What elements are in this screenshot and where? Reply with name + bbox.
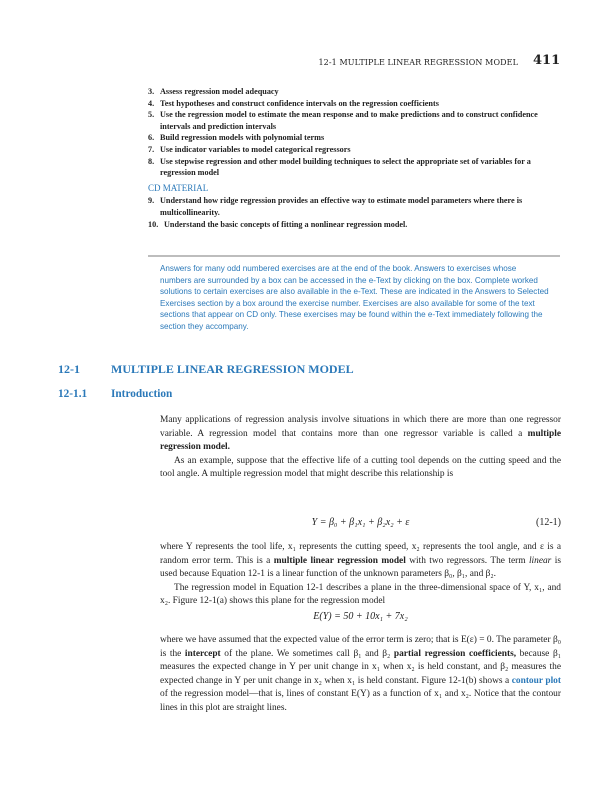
term-multiple-linear-regression-model: multiple linear regression model (273, 555, 406, 566)
text-run: of the plane. We sometimes call β₁ and β₂ (220, 648, 394, 659)
subsection-title: Introduction (111, 388, 173, 400)
list-item (148, 98, 560, 110)
section-number: 12-1 (58, 362, 80, 376)
paragraph-intro (160, 414, 561, 482)
divider (148, 255, 560, 257)
paragraph-plane: The regression model in Equation 12-1 describes a plane in the three-dimensional space of Y, x₁, and x₂. Figure 12-1(a) shows this plane for the regression model (160, 582, 561, 607)
running-title: 12-1 MULTIPLE LINEAR REGRESSION MODEL (318, 58, 518, 67)
list-item (148, 219, 560, 231)
text-run: because β₁ measures the expected change in Y per unit change in x₁ when x₂ is held constant, and β₂ measures the expected change in Y per unit change in x₂ when x₁ is held constant. Figure 12-1(b) shows a (160, 648, 561, 686)
item-number: 8. (148, 156, 155, 166)
subsection-heading (58, 388, 172, 400)
section-title: MULTIPLE LINEAR REGRESSION MODEL (111, 362, 354, 376)
text-run: where Y represents the tool life, x₁ represents the cutting speed, x₂ represents the tool angle, and ε is a random error term. This is a (160, 542, 561, 566)
paragraph-coefficients (160, 634, 561, 716)
text-run: is used because Equation 12-1 is a linear function of the unknown parameters β₀, β₁, and β₂. (160, 555, 562, 580)
item-number: 3. (148, 87, 155, 96)
item-number: 4. (148, 98, 155, 108)
item-number: 5. (148, 110, 155, 120)
item-number: 10. (148, 219, 159, 229)
page-number: 411 (533, 53, 561, 68)
item-text: Use stepwise regression and other model building techniques to select the appropriate set of variables for a regression model (160, 156, 531, 178)
text-run: Many applications of regression analysis involve situations in which there are more than one regressor variable. A regression model that contains more than one regressor variable is called a (160, 415, 561, 439)
section-heading (58, 362, 354, 377)
term-partial-regression-coefficients: partial regression coefficients, (393, 648, 517, 659)
list-item (148, 86, 560, 98)
text-run: with two regressors. The term (405, 555, 529, 566)
cd-material-heading: CD MATERIAL (148, 182, 209, 193)
term-contour-plot: contour plot (511, 675, 561, 686)
item-text: Use indicator variables to model categorical regressors (160, 144, 351, 154)
item-text: Test hypotheses and construct confidence intervals on the regression coefficients (160, 98, 439, 108)
item-text: Understand the basic concepts of fitting a nonlinear regression model. (164, 219, 408, 229)
item-text: Understand how ridge regression provides an effective way to estimate model parameters where there is multicollinearity. (160, 196, 523, 217)
item-number: 9. (148, 196, 155, 206)
list-item (148, 195, 560, 218)
item-text: Use the regression model to estimate the mean response and to make predictions and to construct confidence intervals and prediction intervals (160, 110, 538, 131)
exercise-note: Answers for many odd numbered exercises are at the end of the book. Answers to exercises whose numbers are surrounded by a box can be accessed in the e-Text by clicking on the box. Complete worked solutions to certain exercises are also available in the e-Text. These are indicated in the Answers to Selected Exercises section by a box around the exercise number. Exercises are also available for some of the text sections that appear on CD only. These exercises may be found within the e-Text immediately following the section they accompany. (160, 264, 549, 331)
equation-label: (12-1) (536, 517, 561, 528)
learning-objectives (148, 86, 560, 230)
equation-text: E(Y) = 50 + 10x₁ + 7x₂ (313, 611, 408, 622)
term-intercept: intercept (184, 648, 221, 659)
item-text: Build regression models with polynomial terms (160, 133, 325, 143)
text-run: of the regression model—that is, lines of constant E(Y) as a function of x₁ and x₂. Notice that the contour lines in this plot are straight lines. (160, 689, 561, 713)
paragraph-example: As an example, suppose that the effective life of a cutting tool depends on the cutting speed and the tool angle. A multiple regression model that might describe this relationship is (160, 455, 561, 480)
subsection-number: 12-1.1 (58, 388, 88, 400)
list-item (148, 156, 560, 179)
item-number: 7. (148, 144, 155, 154)
item-number: 6. (148, 133, 155, 143)
equation-text: Y = β₀ + β₁x₁ + β₂x₂ + ε (311, 517, 410, 528)
text-run: where we have assumed that the expected value of the error term is zero; that is E(ε) = 0. The parameter β₀ is the (160, 635, 561, 659)
list-item (148, 132, 560, 144)
item-text: Assess regression model adequacy (160, 87, 279, 96)
term-multiple-regression-model: multiple regression model. (160, 428, 561, 453)
term-linear: linear (528, 555, 552, 566)
paragraph-definition (160, 541, 561, 609)
list-item (148, 144, 560, 156)
list-item (148, 109, 560, 132)
